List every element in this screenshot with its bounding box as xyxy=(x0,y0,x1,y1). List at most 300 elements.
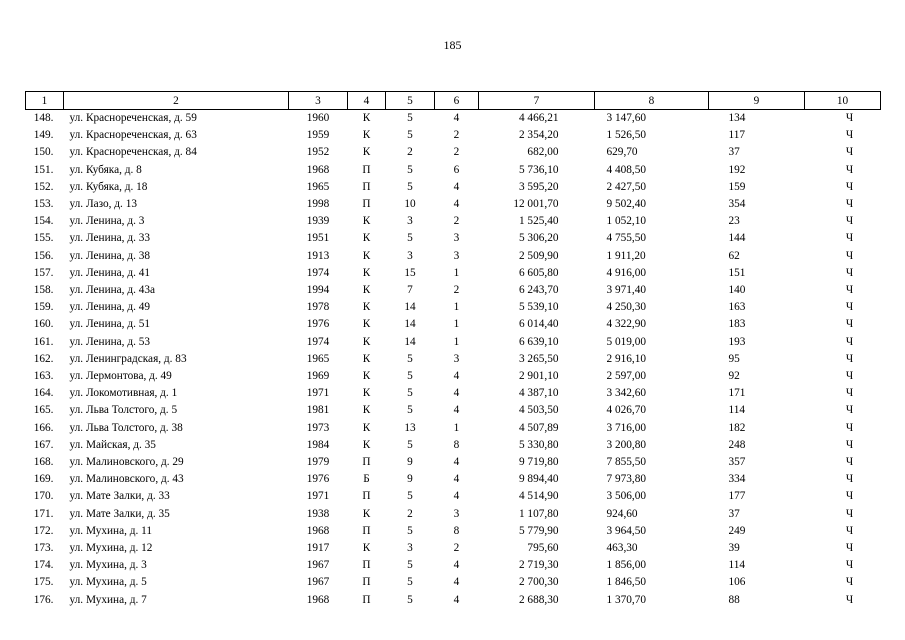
table-cell-col-6: 8 xyxy=(453,524,460,537)
table-cell-col-10: Ч xyxy=(845,198,854,211)
table-row xyxy=(26,179,881,196)
table-cell-col-2: ул. Краснореченская, д. 84 xyxy=(69,146,197,159)
column-header-2: 2 xyxy=(64,92,289,110)
table-cell-col-7: 12 001,70 xyxy=(513,198,559,211)
table-cell-col-4: К xyxy=(362,404,371,417)
table-cell-col-2: ул. Мате Залки, д. 35 xyxy=(69,507,170,520)
table-cell-col-7: 4 466,21 xyxy=(518,112,559,124)
table-cell-col-10: Ч xyxy=(845,370,854,383)
table-cell-col-3: 1976 xyxy=(306,473,330,486)
table-cell-col-2: ул. Льва Толстого, д. 38 xyxy=(69,421,183,434)
table-row xyxy=(26,454,881,471)
table-cell-col-1: 148. xyxy=(33,112,54,124)
table-cell-col-9: 171 xyxy=(728,387,746,400)
table-cell-col-6: 3 xyxy=(453,507,460,520)
table-cell-col-8: 3 200,80 xyxy=(606,438,647,451)
table-cell-col-9: 163 xyxy=(728,301,746,314)
table-cell-col-9: 140 xyxy=(728,284,746,297)
table-cell-col-5: 2 xyxy=(407,507,413,520)
table-cell-col-6: 4 xyxy=(453,112,460,124)
table-cell-col-5: 10 xyxy=(404,198,416,211)
table-cell-col-10: Ч xyxy=(845,180,854,193)
table-cell-col-3: 1967 xyxy=(306,559,330,572)
table-cell-col-7: 2 354,20 xyxy=(518,129,559,142)
table-row xyxy=(26,402,881,419)
table-cell-col-6: 1 xyxy=(453,318,460,331)
table-cell-col-3: 1971 xyxy=(306,387,330,400)
table-cell-col-1: 165. xyxy=(33,404,54,417)
table-cell-col-1: 169. xyxy=(33,473,54,486)
table-cell-col-7: 6 605,80 xyxy=(518,266,559,279)
table-cell-col-8: 924,60 xyxy=(606,507,638,520)
table-cell-col-10: Ч xyxy=(845,576,854,589)
table-cell-col-7: 4 387,10 xyxy=(518,387,559,400)
table-cell-col-7: 682,00 xyxy=(527,146,559,159)
table-cell-col-4: К xyxy=(362,370,371,383)
table-cell-col-8: 1 526,50 xyxy=(606,129,647,142)
table-cell-col-1: 167. xyxy=(33,438,54,451)
table-cell-col-1: 159. xyxy=(33,301,54,314)
table-cell-col-3: 1965 xyxy=(306,352,330,365)
table-cell-col-9: 114 xyxy=(728,404,746,417)
table-cell-col-7: 4 507,89 xyxy=(518,421,559,434)
table-cell-col-3: 1960 xyxy=(306,112,330,124)
table-cell-col-5: 9 xyxy=(407,473,413,486)
column-header-7: 7 xyxy=(479,92,595,110)
table-cell-col-8: 4 250,30 xyxy=(606,301,647,314)
table-cell-col-6: 4 xyxy=(453,180,460,193)
table-cell-col-10: Ч xyxy=(845,301,854,314)
table-cell-col-3: 1952 xyxy=(306,146,330,159)
table-row xyxy=(26,282,881,299)
table-cell-col-1: 168. xyxy=(33,456,54,469)
table-cell-col-8: 4 916,00 xyxy=(606,266,647,279)
table-row xyxy=(26,557,881,574)
table-cell-col-1: 173. xyxy=(33,542,54,555)
table-cell-col-6: 1 xyxy=(453,301,460,314)
table-cell-col-5: 5 xyxy=(407,593,413,606)
table-row xyxy=(26,162,881,179)
table-cell-col-5: 3 xyxy=(407,215,413,228)
table-cell-col-4: К xyxy=(362,421,371,434)
table-cell-col-9: 193 xyxy=(728,335,746,348)
table-cell-col-4: К xyxy=(362,542,371,555)
column-header-9: 9 xyxy=(709,92,805,110)
table-cell-col-2: ул. Мате Залки, д. 33 xyxy=(69,490,170,503)
table-row xyxy=(26,127,881,144)
table-cell-col-4: К xyxy=(362,266,371,279)
table-cell-col-10: Ч xyxy=(845,404,854,417)
table-cell-col-10: Ч xyxy=(845,352,854,365)
table-cell-col-4: П xyxy=(362,198,371,211)
table-cell-col-9: 248 xyxy=(728,438,746,451)
table-cell-col-1: 153. xyxy=(33,198,54,211)
table-cell-col-5: 5 xyxy=(407,163,413,176)
table-row xyxy=(26,110,881,128)
table-cell-col-1: 151. xyxy=(33,163,54,176)
table-cell-col-5: 5 xyxy=(407,129,413,142)
table-cell-col-10: Ч xyxy=(845,112,854,124)
table-cell-col-5: 5 xyxy=(407,559,413,572)
table-cell-col-9: 117 xyxy=(728,129,746,142)
table-cell-col-2: ул. Малиновского, д. 29 xyxy=(69,456,184,469)
table-cell-col-7: 2 901,10 xyxy=(518,370,559,383)
table-cell-col-4: К xyxy=(362,249,371,262)
table-cell-col-8: 1 052,10 xyxy=(606,215,647,228)
table-cell-col-9: 95 xyxy=(728,352,740,365)
table-cell-col-9: 354 xyxy=(728,198,746,211)
table-cell-col-5: 5 xyxy=(407,112,413,124)
table-cell-col-7: 9 894,40 xyxy=(518,473,559,486)
table-cell-col-10: Ч xyxy=(845,473,854,486)
table-cell-col-7: 3 595,20 xyxy=(518,180,559,193)
table-cell-col-7: 4 503,50 xyxy=(518,404,559,417)
table-cell-col-7: 3 265,50 xyxy=(518,352,559,365)
table-cell-col-3: 1979 xyxy=(306,456,330,469)
table-cell-col-1: 152. xyxy=(33,180,54,193)
table-cell-col-6: 2 xyxy=(453,215,460,228)
table-cell-col-3: 1981 xyxy=(306,404,330,417)
column-header-4: 4 xyxy=(348,92,386,110)
table-cell-col-8: 2 597,00 xyxy=(606,370,647,383)
table-cell-col-4: П xyxy=(362,524,371,537)
table-cell-col-10: Ч xyxy=(845,249,854,262)
table-cell-col-3: 1965 xyxy=(306,180,330,193)
table-cell-col-8: 3 971,40 xyxy=(606,284,647,297)
table-cell-col-9: 114 xyxy=(728,559,746,572)
table-cell-col-9: 159 xyxy=(728,180,746,193)
table-cell-col-8: 3 716,00 xyxy=(606,421,647,434)
table-cell-col-6: 4 xyxy=(453,370,460,383)
table-cell-col-8: 3 964,50 xyxy=(606,524,647,537)
table-cell-col-7: 5 736,10 xyxy=(518,163,559,176)
table-cell-col-4: П xyxy=(362,180,371,193)
table-cell-col-5: 2 xyxy=(407,146,413,159)
table-cell-col-3: 1951 xyxy=(306,232,330,245)
table-cell-col-3: 1959 xyxy=(306,129,330,142)
table-cell-col-10: Ч xyxy=(845,542,854,555)
table-cell-col-4: К xyxy=(362,352,371,365)
table-cell-col-3: 1974 xyxy=(306,335,330,348)
table-cell-col-6: 4 xyxy=(453,473,460,486)
table-cell-col-9: 62 xyxy=(728,249,740,262)
table-cell-col-2: ул. Ленина, д. 43а xyxy=(69,284,156,297)
column-header-6: 6 xyxy=(435,92,479,110)
table-cell-col-4: П xyxy=(362,559,371,572)
table-cell-col-1: 175. xyxy=(33,576,54,589)
table-cell-col-2: ул. Лермонтова, д. 49 xyxy=(69,370,172,383)
table-cell-col-6: 4 xyxy=(453,559,460,572)
table-cell-col-5: 14 xyxy=(404,301,416,314)
table-cell-col-10: Ч xyxy=(845,524,854,537)
table-cell-col-6: 3 xyxy=(453,352,460,365)
table-row xyxy=(26,351,881,368)
table-cell-col-5: 3 xyxy=(407,249,413,262)
table-cell-col-2: ул. Мухина, д. 12 xyxy=(69,542,153,555)
table-cell-col-5: 5 xyxy=(407,352,413,365)
table-cell-col-7: 2 719,30 xyxy=(518,559,559,572)
table-cell-col-8: 1 911,20 xyxy=(606,249,646,262)
table-cell-col-10: Ч xyxy=(845,318,854,331)
table-cell-col-8: 4 408,50 xyxy=(606,163,647,176)
column-header-10: 10 xyxy=(805,92,881,110)
table-cell-col-2: ул. Мухина, д. 11 xyxy=(69,524,153,537)
table-cell-col-2: ул. Локомотивная, д. 1 xyxy=(69,387,178,400)
table-cell-col-3: 1971 xyxy=(306,490,330,503)
table-cell-col-7: 6 639,10 xyxy=(518,335,559,348)
table-cell-col-2: ул. Ленина, д. 51 xyxy=(69,318,151,331)
table-cell-col-5: 5 xyxy=(407,370,413,383)
table-cell-col-2: ул. Ленинградская, д. 83 xyxy=(69,352,187,365)
table-cell-col-5: 5 xyxy=(407,524,413,537)
table-cell-col-9: 134 xyxy=(728,112,746,124)
table-cell-col-1: 157. xyxy=(33,266,54,279)
table-cell-col-4: К xyxy=(362,301,371,314)
table-cell-col-2: ул. Лазо, д. 13 xyxy=(69,198,137,211)
page-number: 185 xyxy=(443,38,462,52)
table-row xyxy=(26,523,881,540)
table-cell-col-2: ул. Майская, д. 35 xyxy=(69,438,156,451)
table-cell-col-10: Ч xyxy=(845,421,854,434)
table-row xyxy=(26,144,881,161)
table-cell-col-3: 1968 xyxy=(306,593,330,606)
table-cell-col-6: 2 xyxy=(453,542,460,555)
table-cell-col-7: 5 539,10 xyxy=(518,301,559,314)
table-cell-col-1: 163. xyxy=(33,370,54,383)
table-cell-col-2: ул. Малиновского, д. 43 xyxy=(69,473,184,486)
table-cell-col-3: 1938 xyxy=(306,507,330,520)
table-row xyxy=(26,334,881,351)
table-cell-col-6: 3 xyxy=(453,232,460,245)
table-cell-col-3: 1994 xyxy=(306,284,330,297)
table-cell-col-1: 176. xyxy=(33,593,54,606)
table-cell-col-8: 3 147,60 xyxy=(606,112,647,124)
table-cell-col-7: 2 688,30 xyxy=(518,593,559,606)
table-cell-col-8: 7 855,50 xyxy=(606,456,647,469)
table-row xyxy=(26,506,881,523)
table-cell-col-2: ул. Краснореченская, д. 63 xyxy=(69,129,197,142)
table-cell-col-5: 5 xyxy=(407,490,413,503)
table-cell-col-10: Ч xyxy=(845,593,854,606)
table-cell-col-9: 177 xyxy=(728,490,746,503)
column-header-5: 5 xyxy=(386,92,435,110)
table-cell-col-3: 1913 xyxy=(306,249,330,262)
table-body xyxy=(26,110,881,609)
table-row xyxy=(26,437,881,454)
table-cell-col-3: 1967 xyxy=(306,576,330,589)
table-row xyxy=(26,299,881,316)
table-cell-col-1: 156. xyxy=(33,249,54,262)
table-cell-col-1: 155. xyxy=(33,232,54,245)
table-cell-col-6: 1 xyxy=(453,421,460,434)
table-cell-col-1: 174. xyxy=(33,559,54,572)
table-cell-col-5: 5 xyxy=(407,404,413,417)
table-cell-col-2: ул. Мухина, д. 3 xyxy=(69,559,147,572)
table-row xyxy=(26,574,881,591)
table-cell-col-6: 3 xyxy=(453,249,460,262)
table-cell-col-10: Ч xyxy=(845,215,854,228)
table-cell-col-8: 5 019,00 xyxy=(606,335,647,348)
table-cell-col-9: 182 xyxy=(728,421,746,434)
table-cell-col-7: 5 306,20 xyxy=(518,232,559,245)
table-cell-col-6: 4 xyxy=(453,387,460,400)
table-cell-col-2: ул. Ленина, д. 53 xyxy=(69,335,151,348)
table-row xyxy=(26,248,881,265)
table-cell-col-4: П xyxy=(362,490,371,503)
table-cell-col-1: 170. xyxy=(33,490,54,503)
table-row xyxy=(26,471,881,488)
table-cell-col-1: 158. xyxy=(33,284,54,297)
table-cell-col-2: ул. Ленина, д. 33 xyxy=(69,232,151,245)
table-cell-col-1: 172. xyxy=(33,524,54,537)
table-cell-col-10: Ч xyxy=(845,559,854,572)
table-cell-col-4: П xyxy=(362,163,371,176)
table-cell-col-5: 14 xyxy=(404,335,416,348)
table-cell-col-9: 183 xyxy=(728,318,746,331)
table-cell-col-2: ул. Ленина, д. 41 xyxy=(69,266,151,279)
table-cell-col-7: 1 525,40 xyxy=(518,215,559,228)
table-cell-col-7: 2 509,90 xyxy=(518,249,559,262)
table-cell-col-2: ул. Кубяка, д. 8 xyxy=(69,163,142,176)
column-header-8: 8 xyxy=(595,92,709,110)
table-cell-col-5: 13 xyxy=(404,421,416,434)
table-cell-col-1: 149. xyxy=(33,129,54,142)
table-cell-col-6: 4 xyxy=(453,404,460,417)
table-cell-col-10: Ч xyxy=(845,456,854,469)
table-cell-col-7: 795,60 xyxy=(527,542,559,555)
table-cell-col-7: 6 014,40 xyxy=(518,318,559,331)
table-row xyxy=(26,230,881,247)
table-cell-col-4: К xyxy=(362,335,371,348)
table-row xyxy=(26,592,881,609)
table-cell-col-7: 2 700,30 xyxy=(518,576,559,589)
table-cell-col-5: 3 xyxy=(407,542,413,555)
table-cell-col-2: ул. Ленина, д. 3 xyxy=(69,215,145,228)
table-cell-col-4: К xyxy=(362,232,371,245)
table-cell-col-4: К xyxy=(362,146,371,159)
table-cell-col-6: 4 xyxy=(453,198,460,211)
table-cell-col-2: ул. Мухина, д. 5 xyxy=(69,576,147,589)
table-cell-col-10: Ч xyxy=(845,129,854,142)
table-cell-col-9: 39 xyxy=(728,542,740,555)
table-cell-col-8: 1 370,70 xyxy=(606,593,647,606)
table-cell-col-6: 8 xyxy=(453,438,460,451)
table-cell-col-2: ул. Краснореченская, д. 59 xyxy=(69,112,197,124)
table-row xyxy=(26,213,881,230)
table-cell-col-10: Ч xyxy=(845,266,854,279)
table-cell-col-10: Ч xyxy=(845,146,854,159)
table-cell-col-7: 9 719,80 xyxy=(518,456,559,469)
table-cell-col-10: Ч xyxy=(845,335,854,348)
table-cell-col-6: 4 xyxy=(453,576,460,589)
table-cell-col-6: 4 xyxy=(453,593,460,606)
table-cell-col-7: 1 107,80 xyxy=(518,507,559,520)
table-cell-col-4: К xyxy=(362,438,371,451)
table-cell-col-5: 9 xyxy=(407,456,413,469)
table-cell-col-4: К xyxy=(362,284,371,297)
table-cell-col-6: 1 xyxy=(453,266,460,279)
table-cell-col-10: Ч xyxy=(845,507,854,520)
table-row xyxy=(26,420,881,437)
table-cell-col-9: 334 xyxy=(728,473,746,486)
table-cell-col-10: Ч xyxy=(845,387,854,400)
table-cell-col-10: Ч xyxy=(845,438,854,451)
table-cell-col-5: 14 xyxy=(404,318,416,331)
table-cell-col-2: ул. Льва Толстого, д. 5 xyxy=(69,404,178,417)
table-cell-col-3: 1974 xyxy=(306,266,330,279)
table-cell-col-8: 1 846,50 xyxy=(606,576,647,589)
table-cell-col-8: 7 973,80 xyxy=(606,473,647,486)
table-cell-col-1: 161. xyxy=(33,335,54,348)
table-cell-col-4: К xyxy=(362,507,371,520)
table-cell-col-9: 23 xyxy=(728,215,740,228)
table-cell-col-4: К xyxy=(362,112,371,124)
table-cell-col-4: П xyxy=(362,456,371,469)
table-row xyxy=(26,368,881,385)
table-cell-col-6: 4 xyxy=(453,490,460,503)
table-row xyxy=(26,265,881,282)
table-cell-col-4: П xyxy=(362,593,371,606)
table-cell-col-3: 1968 xyxy=(306,524,330,537)
table-cell-col-6: 6 xyxy=(453,163,460,176)
table-cell-col-9: 37 xyxy=(728,146,740,159)
table-cell-col-8: 2 427,50 xyxy=(606,180,647,193)
table-cell-col-3: 1917 xyxy=(306,542,330,555)
table-cell-col-3: 1939 xyxy=(306,215,330,228)
table-cell-col-9: 144 xyxy=(728,232,746,245)
table-cell-col-5: 5 xyxy=(407,438,413,451)
table-cell-col-3: 1968 xyxy=(306,163,330,176)
table-cell-col-8: 3 506,00 xyxy=(606,490,647,503)
housing-register-table xyxy=(25,91,881,609)
table-cell-col-8: 629,70 xyxy=(606,146,638,159)
table-cell-col-1: 154. xyxy=(33,215,54,228)
table-cell-col-4: К xyxy=(362,387,371,400)
table-cell-col-8: 9 502,40 xyxy=(606,198,647,211)
table-cell-col-4: П xyxy=(362,576,371,589)
table-cell-col-3: 1969 xyxy=(306,370,330,383)
table-cell-col-1: 150. xyxy=(33,146,54,159)
table-cell-col-8: 463,30 xyxy=(606,542,638,555)
column-header-1: 1 xyxy=(26,92,64,110)
table-cell-col-4: Б xyxy=(363,473,370,486)
table-row xyxy=(26,316,881,333)
table-cell-col-7: 4 514,90 xyxy=(518,490,559,503)
table-row xyxy=(26,488,881,505)
table-cell-col-2: ул. Кубяка, д. 18 xyxy=(69,180,148,193)
table-cell-col-9: 88 xyxy=(728,593,740,606)
table-row xyxy=(26,540,881,557)
table-cell-col-3: 1998 xyxy=(306,198,330,211)
table-cell-col-9: 192 xyxy=(728,163,746,176)
table-cell-col-5: 5 xyxy=(407,232,413,245)
table-cell-col-3: 1984 xyxy=(306,438,330,451)
table-cell-col-9: 106 xyxy=(728,576,746,589)
table-cell-col-9: 151 xyxy=(728,266,746,279)
table-cell-col-9: 37 xyxy=(728,507,740,520)
table-cell-col-8: 2 916,10 xyxy=(606,352,647,365)
table-cell-col-7: 5 779,90 xyxy=(518,524,559,537)
column-number-header xyxy=(26,92,881,110)
table-cell-col-2: ул. Ленина, д. 38 xyxy=(69,249,151,262)
table-row xyxy=(26,196,881,213)
table-cell-col-5: 5 xyxy=(407,576,413,589)
table-cell-col-3: 1978 xyxy=(306,301,330,314)
table-cell-col-5: 7 xyxy=(407,284,413,297)
table-cell-col-6: 4 xyxy=(453,456,460,469)
table-cell-col-9: 92 xyxy=(728,370,740,383)
table-cell-col-4: К xyxy=(362,215,371,228)
